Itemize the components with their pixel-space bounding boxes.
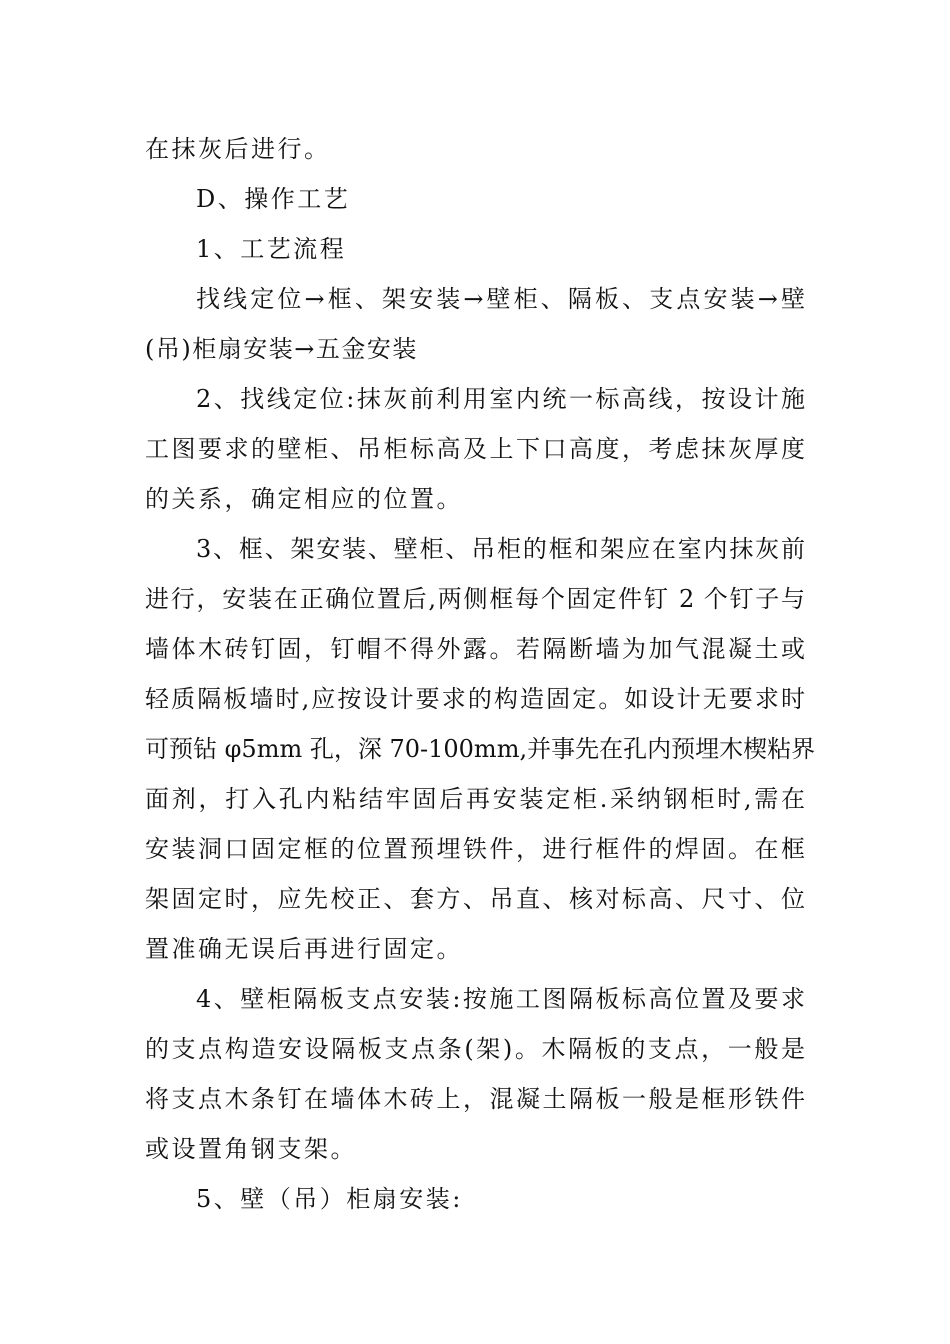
text-line: 3、框、架安装、壁柜、吊柜的框和架应在室内抹灰前	[196, 535, 805, 563]
text-line: 在抹灰后进行。	[145, 135, 331, 163]
text-line: (吊)柜扇安装→五金安装	[145, 335, 418, 363]
text-line: 2、找线定位:抹灰前利用室内统一标高线，按设计施	[196, 385, 805, 413]
subsection-heading: 1、工艺流程	[196, 235, 347, 263]
text-line: 找线定位→框、架安装→壁柜、隔板、支点安装→壁	[196, 285, 805, 313]
text-line: 的支点构造安设隔板支点条(架)。木隔板的支点，一般是	[145, 1035, 805, 1063]
text-line: 进行，安装在正确位置后,两侧框每个固定件钉 2 个钉子与	[145, 585, 805, 613]
text-line: 面剂，打入孔内粘结牢固后再安装定柜.采纳钢柜时,需在	[145, 785, 805, 813]
text-line: 的关系，确定相应的位置。	[145, 485, 463, 513]
section-heading: D、操作工艺	[196, 185, 351, 213]
text-line: 安装洞口固定框的位置预埋铁件，进行框件的焊固。在框	[145, 835, 805, 863]
text-line: 架固定时，应先校正、套方、吊直、核对标高、尺寸、位	[145, 885, 805, 913]
subsection-heading: 5、壁（吊）柜扇安装:	[196, 1185, 463, 1213]
text-line: 墙体木砖钉固，钉帽不得外露。若隔断墙为加气混凝土或	[145, 635, 805, 663]
text-line: 工图要求的壁柜、吊柜标高及上下口高度，考虑抹灰厚度	[145, 435, 805, 463]
text-line: 轻质隔板墙时,应按设计要求的构造固定。如设计无要求时	[145, 685, 805, 713]
text-line: 可预钻 φ5mm 孔，深 70-100mm,并事先在孔内预埋木楔粘界	[145, 735, 816, 763]
text-line: 置准确无误后再进行固定。	[145, 935, 463, 963]
text-line: 4、壁柜隔板支点安装:按施工图隔板标高位置及要求	[196, 985, 805, 1013]
text-line: 或设置角钢支架。	[145, 1135, 357, 1163]
text-line: 将支点木条钉在墙体木砖上，混凝土隔板一般是框形铁件	[145, 1085, 805, 1113]
